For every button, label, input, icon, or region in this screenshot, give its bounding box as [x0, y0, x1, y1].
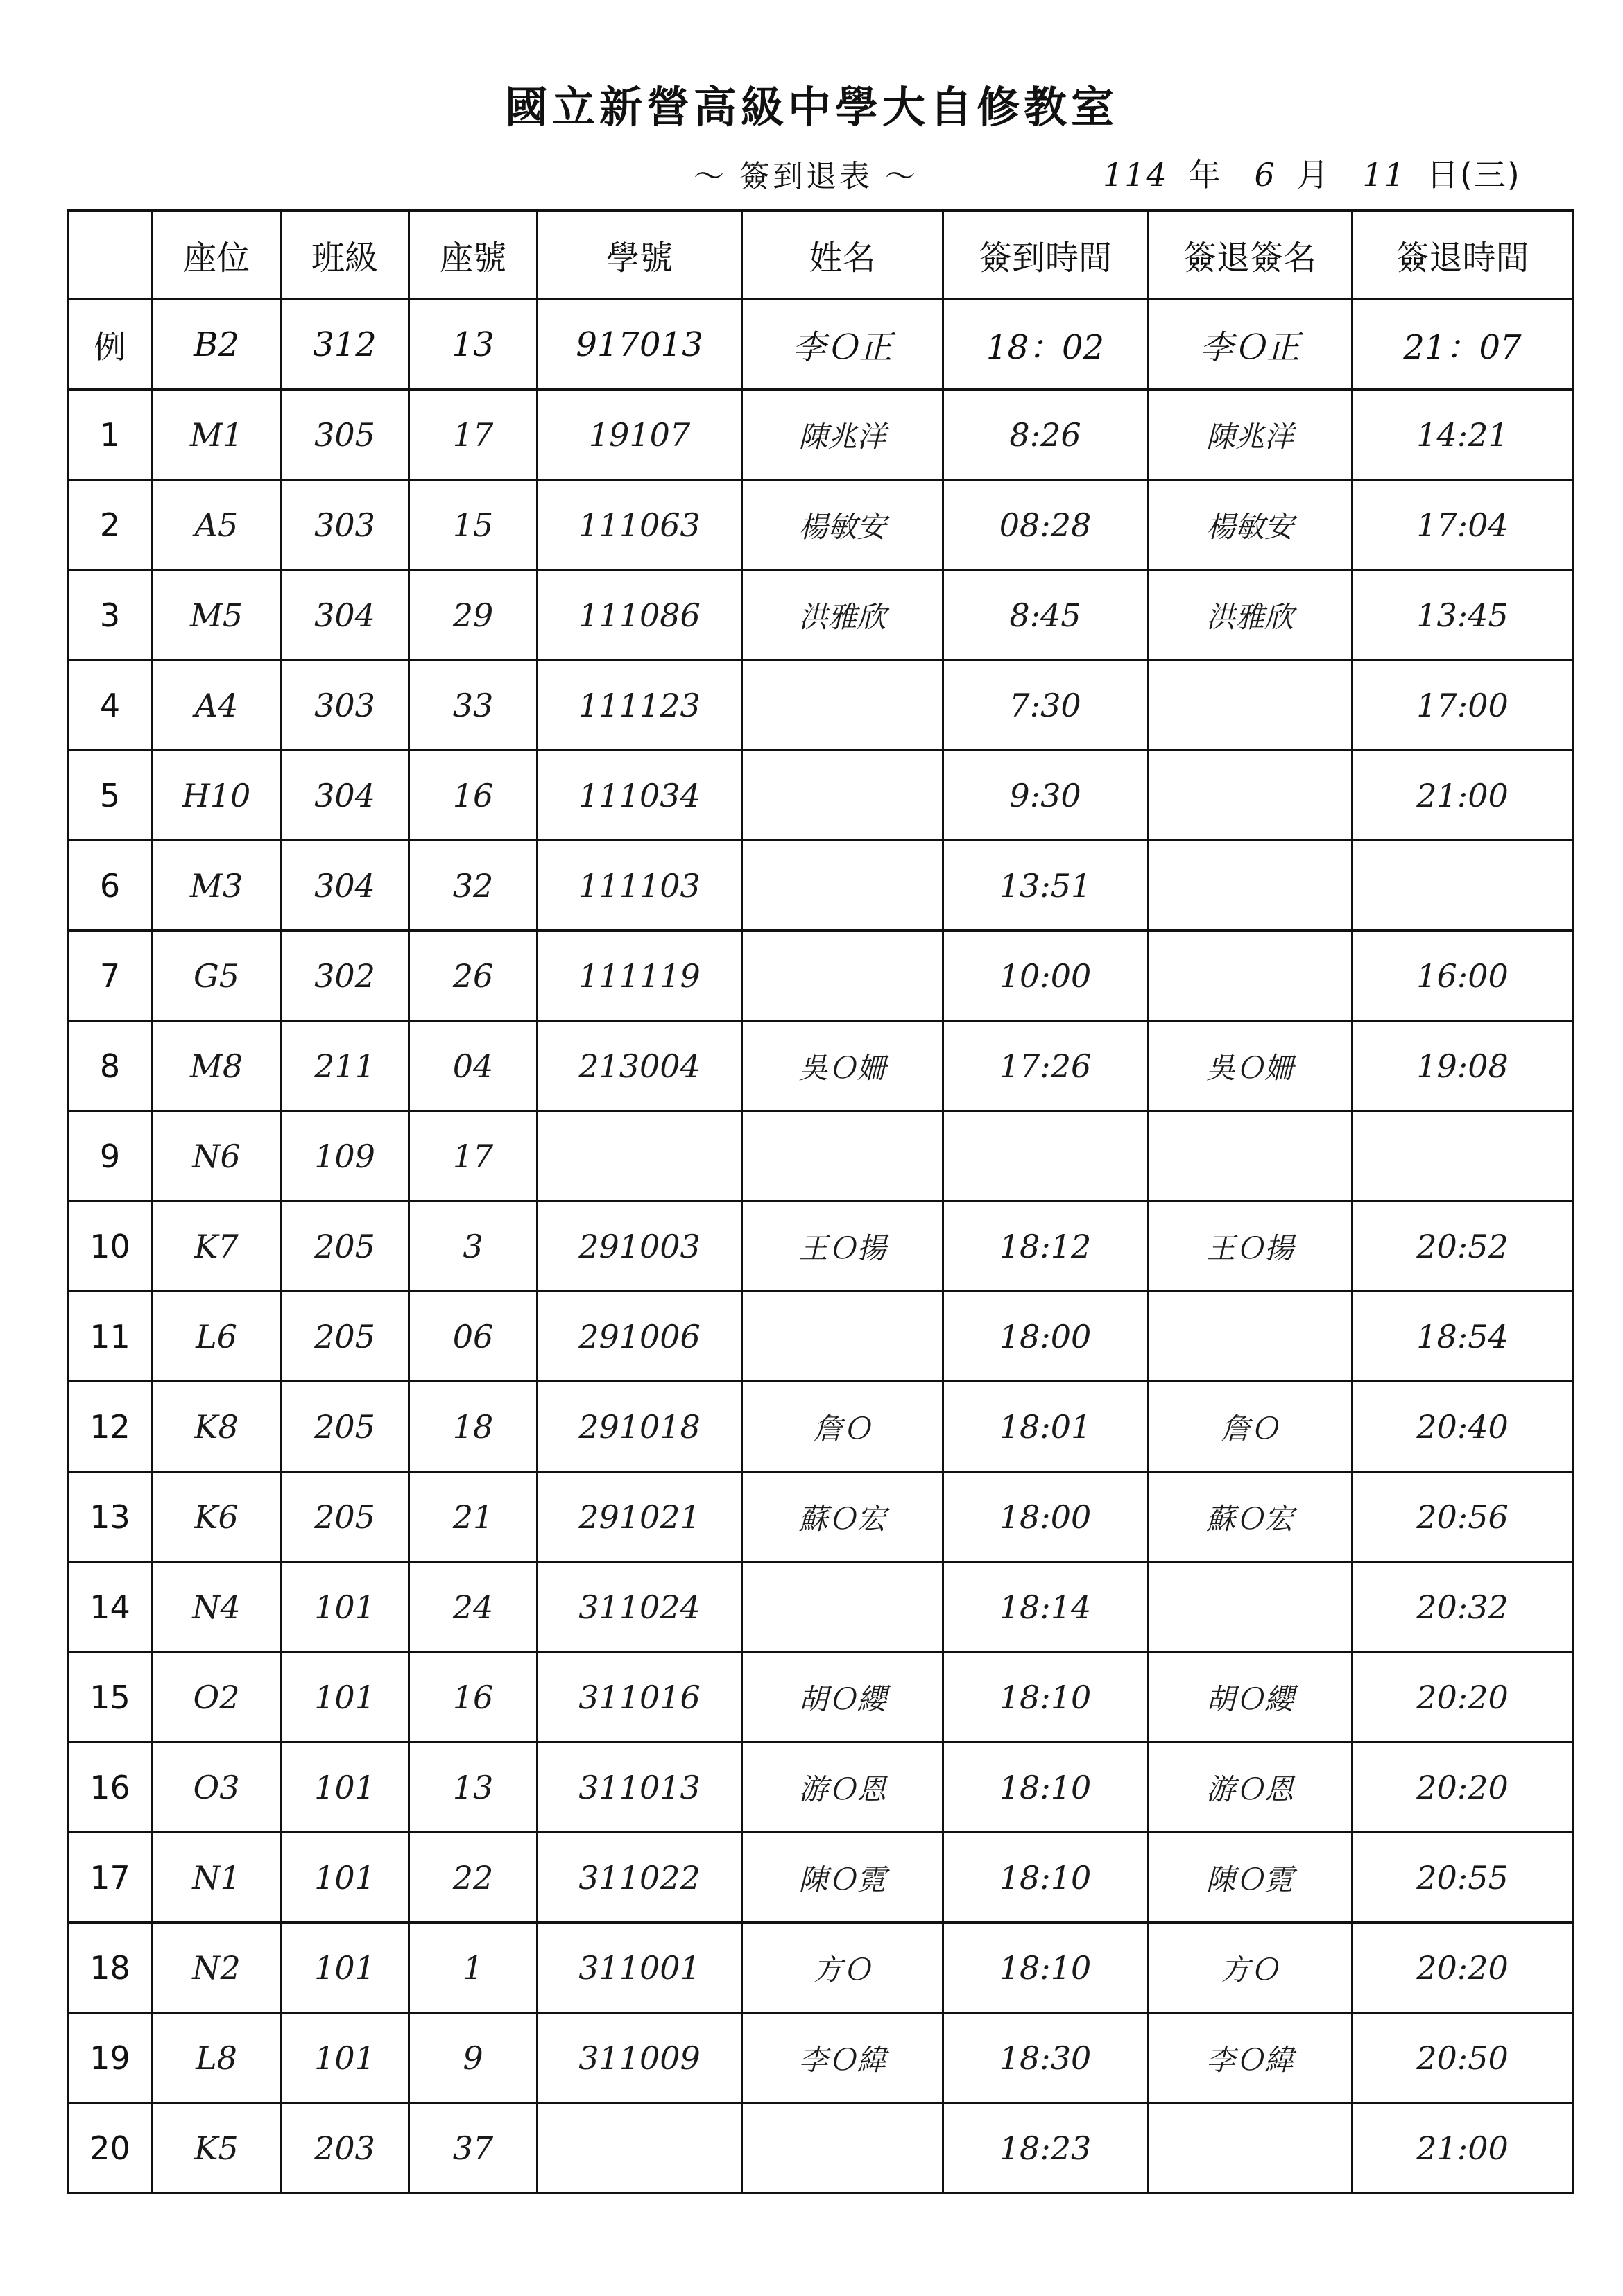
- class-cell: 305: [281, 390, 409, 480]
- row-number-cell: 2: [68, 480, 153, 570]
- row-number-cell: 18: [68, 1923, 153, 2013]
- seat-cell: G5: [153, 931, 281, 1021]
- sign-out-time-cell: 18:54: [1352, 1292, 1573, 1382]
- sign-out-signature-cell: 陳兆洋: [1148, 390, 1352, 480]
- name-cell: 李Ｏ緯: [742, 2013, 943, 2103]
- student-id-cell: 111034: [538, 751, 742, 841]
- sign-out-time-cell: 17:00: [1352, 660, 1573, 751]
- seat-cell: K7: [153, 1201, 281, 1292]
- sign-out-signature-cell: [1148, 931, 1352, 1021]
- sign-in-time-cell: 18:00: [943, 1472, 1148, 1562]
- date-year-unit: 年: [1188, 156, 1222, 194]
- date-day: 11: [1362, 156, 1406, 194]
- seat-cell: K8: [153, 1382, 281, 1472]
- class-cell: 101: [281, 1923, 409, 2013]
- example-row: [68, 300, 1573, 390]
- header-class: 班級: [281, 211, 409, 300]
- sign-out-time-cell: 20:32: [1352, 1562, 1573, 1652]
- table-row: [68, 1742, 1573, 1833]
- student-id-cell: 917013: [538, 300, 742, 390]
- name-cell: 詹Ｏ: [742, 1382, 943, 1472]
- row-number-cell: 11: [68, 1292, 153, 1382]
- table-row: [68, 931, 1573, 1021]
- sign-out-signature-cell: 洪雅欣: [1148, 570, 1352, 660]
- seat-no-cell: 04: [409, 1021, 538, 1111]
- seat-cell: A4: [153, 660, 281, 751]
- name-cell: 楊敏安: [742, 480, 943, 570]
- seat-no-cell: 3: [409, 1201, 538, 1292]
- class-cell: 303: [281, 480, 409, 570]
- date-day-unit: 日: [1426, 156, 1460, 194]
- student-id-cell: 111103: [538, 841, 742, 931]
- row-number-cell: 17: [68, 1833, 153, 1923]
- table-row: [68, 1923, 1573, 2013]
- class-cell: 101: [281, 1833, 409, 1923]
- student-id-cell: 311022: [538, 1833, 742, 1923]
- seat-cell: O3: [153, 1742, 281, 1833]
- class-cell: 304: [281, 751, 409, 841]
- student-id-cell: 111063: [538, 480, 742, 570]
- row-number-cell: 4: [68, 660, 153, 751]
- seat-cell: M5: [153, 570, 281, 660]
- table-row: [68, 2103, 1573, 2193]
- seat-no-cell: 18: [409, 1382, 538, 1472]
- sign-out-signature-cell: 王Ｏ揚: [1148, 1201, 1352, 1292]
- student-id-cell: [538, 2103, 742, 2193]
- sign-in-time-cell: [943, 1111, 1148, 1201]
- seat-cell: B2: [153, 300, 281, 390]
- student-id-cell: 19107: [538, 390, 742, 480]
- sign-in-time-cell: 8:45: [943, 570, 1148, 660]
- class-cell: 101: [281, 1562, 409, 1652]
- seat-cell: K6: [153, 1472, 281, 1562]
- sign-out-signature-cell: 陳Ｏ霓: [1148, 1833, 1352, 1923]
- name-cell: [742, 751, 943, 841]
- header-sign-in-time: 簽到時間: [943, 211, 1148, 300]
- class-cell: 203: [281, 2103, 409, 2193]
- seat-cell: H10: [153, 751, 281, 841]
- row-number-cell: 5: [68, 751, 153, 841]
- sign-out-time-cell: 20:20: [1352, 1923, 1573, 2013]
- class-cell: 101: [281, 1742, 409, 1833]
- seat-cell: L6: [153, 1292, 281, 1382]
- seat-no-cell: 13: [409, 300, 538, 390]
- sign-in-time-cell: 18:10: [943, 1923, 1148, 2013]
- seat-cell: N6: [153, 1111, 281, 1201]
- date-month: 6: [1254, 156, 1276, 194]
- student-id-cell: 111119: [538, 931, 742, 1021]
- name-cell: [742, 1292, 943, 1382]
- table-row: [68, 480, 1573, 570]
- sign-out-signature-cell: [1148, 2103, 1352, 2193]
- name-cell: [742, 660, 943, 751]
- row-number-cell: 12: [68, 1382, 153, 1472]
- sign-out-time-cell: 20:52: [1352, 1201, 1573, 1292]
- name-cell: 方Ｏ: [742, 1923, 943, 2013]
- student-id-cell: 311024: [538, 1562, 742, 1652]
- student-id-cell: 291021: [538, 1472, 742, 1562]
- class-cell: 205: [281, 1201, 409, 1292]
- row-number-cell: 6: [68, 841, 153, 931]
- row-number-cell: 10: [68, 1201, 153, 1292]
- table-row: [68, 1292, 1573, 1382]
- sign-out-time-cell: 13:45: [1352, 570, 1573, 660]
- table-row: [68, 2013, 1573, 2103]
- document-subtitle: ～ 簽到退表 ～: [694, 159, 918, 194]
- table-row: [68, 1382, 1573, 1472]
- sign-in-time-cell: 18:01: [943, 1382, 1148, 1472]
- table-row: [68, 660, 1573, 751]
- sign-in-time-cell: 8:26: [943, 390, 1148, 480]
- seat-no-cell: 1: [409, 1923, 538, 2013]
- sign-out-time-cell: 20:56: [1352, 1472, 1573, 1562]
- name-cell: 王Ｏ揚: [742, 1201, 943, 1292]
- sign-in-time-cell: 10:00: [943, 931, 1148, 1021]
- sign-in-time-cell: 7:30: [943, 660, 1148, 751]
- seat-no-cell: 06: [409, 1292, 538, 1382]
- class-cell: 205: [281, 1472, 409, 1562]
- sign-in-time-cell: 08:28: [943, 480, 1148, 570]
- header-seat: 座位: [153, 211, 281, 300]
- student-id-cell: 213004: [538, 1021, 742, 1111]
- seat-no-cell: 29: [409, 570, 538, 660]
- document-title: 國立新營高級中學大自修教室: [504, 82, 1118, 132]
- student-id-cell: 111123: [538, 660, 742, 751]
- sign-in-time-cell: 18:14: [943, 1562, 1148, 1652]
- sign-out-signature-cell: 楊敏安: [1148, 480, 1352, 570]
- table-row: [68, 1201, 1573, 1292]
- seat-no-cell: 17: [409, 390, 538, 480]
- sign-out-time-cell: 20:20: [1352, 1742, 1573, 1833]
- sign-out-signature-cell: 蘇Ｏ宏: [1148, 1472, 1352, 1562]
- student-id-cell: 311001: [538, 1923, 742, 2013]
- header-corner: [68, 211, 153, 300]
- class-cell: 205: [281, 1382, 409, 1472]
- seat-no-cell: 13: [409, 1742, 538, 1833]
- table-row: [68, 1111, 1573, 1201]
- name-cell: [742, 841, 943, 931]
- sign-out-signature-cell: [1148, 1562, 1352, 1652]
- table-row: [68, 1833, 1573, 1923]
- student-id-cell: 291003: [538, 1201, 742, 1292]
- seat-cell: M3: [153, 841, 281, 931]
- sign-out-signature-cell: [1148, 660, 1352, 751]
- sign-in-time-cell: 18:10: [943, 1742, 1148, 1833]
- sign-out-time-cell: 21：07: [1352, 300, 1573, 390]
- seat-no-cell: 9: [409, 2013, 538, 2103]
- date-weekday: (三): [1459, 156, 1521, 194]
- date-month-unit: 月: [1296, 156, 1330, 194]
- name-cell: 胡Ｏ纓: [742, 1652, 943, 1742]
- sign-out-signature-cell: [1148, 751, 1352, 841]
- seat-cell: N1: [153, 1833, 281, 1923]
- seat-no-cell: 37: [409, 2103, 538, 2193]
- seat-cell: K5: [153, 2103, 281, 2193]
- seat-no-cell: 22: [409, 1833, 538, 1923]
- class-cell: 101: [281, 1652, 409, 1742]
- sign-in-time-cell: 18:10: [943, 1652, 1148, 1742]
- header-seat-no: 座號: [409, 211, 538, 300]
- student-id-cell: 311016: [538, 1652, 742, 1742]
- seat-no-cell: 17: [409, 1111, 538, 1201]
- sign-in-time-cell: 18:00: [943, 1292, 1148, 1382]
- seat-cell: M1: [153, 390, 281, 480]
- sign-out-signature-cell: 方Ｏ: [1148, 1923, 1352, 2013]
- seat-no-cell: 26: [409, 931, 538, 1021]
- sign-in-time-cell: 13:51: [943, 841, 1148, 931]
- header-sign-out-time: 簽退時間: [1352, 211, 1573, 300]
- sign-in-time-cell: 9:30: [943, 751, 1148, 841]
- row-number-cell: 14: [68, 1562, 153, 1652]
- name-cell: 吳Ｏ姍: [742, 1021, 943, 1111]
- sign-out-time-cell: 20:20: [1352, 1652, 1573, 1742]
- seat-no-cell: 16: [409, 751, 538, 841]
- class-cell: 303: [281, 660, 409, 751]
- student-id-cell: 111086: [538, 570, 742, 660]
- seat-cell: N4: [153, 1562, 281, 1652]
- row-number-cell: 20: [68, 2103, 153, 2193]
- row-number-cell: 3: [68, 570, 153, 660]
- seat-cell: A5: [153, 480, 281, 570]
- sign-in-time-cell: 17:26: [943, 1021, 1148, 1111]
- seat-no-cell: 16: [409, 1652, 538, 1742]
- sign-out-signature-cell: [1148, 841, 1352, 931]
- name-cell: 游Ｏ恩: [742, 1742, 943, 1833]
- name-cell: 蘇Ｏ宏: [742, 1472, 943, 1562]
- name-cell: 洪雅欣: [742, 570, 943, 660]
- sign-out-time-cell: 20:40: [1352, 1382, 1573, 1472]
- sign-in-time-cell: 18:23: [943, 2103, 1148, 2193]
- seat-no-cell: 15: [409, 480, 538, 570]
- sign-out-time-cell: 14:21: [1352, 390, 1573, 480]
- table-row: [68, 1472, 1573, 1562]
- seat-cell: L8: [153, 2013, 281, 2103]
- sign-out-time-cell: 19:08: [1352, 1021, 1573, 1111]
- header-sign-out-signature: 簽退簽名: [1148, 211, 1352, 300]
- student-id-cell: 291006: [538, 1292, 742, 1382]
- sign-out-signature-cell: 李Ｏ緯: [1148, 2013, 1352, 2103]
- table-row: [68, 1652, 1573, 1742]
- name-cell: [742, 2103, 943, 2193]
- sign-out-signature-cell: 李Ｏ正: [1148, 300, 1352, 390]
- class-cell: 205: [281, 1292, 409, 1382]
- seat-cell: N2: [153, 1923, 281, 2013]
- row-number-cell: 1: [68, 390, 153, 480]
- class-cell: 302: [281, 931, 409, 1021]
- sign-out-signature-cell: 胡Ｏ纓: [1148, 1652, 1352, 1742]
- sheet-date: [1082, 150, 1521, 196]
- class-cell: 109: [281, 1111, 409, 1201]
- class-cell: 211: [281, 1021, 409, 1111]
- header-name: 姓名: [742, 211, 943, 300]
- seat-cell: O2: [153, 1652, 281, 1742]
- header-student-id: 學號: [538, 211, 742, 300]
- row-number-cell: 9: [68, 1111, 153, 1201]
- sign-out-signature-cell: [1148, 1111, 1352, 1201]
- sign-out-time-cell: 21:00: [1352, 751, 1573, 841]
- sign-in-time-cell: 18:12: [943, 1201, 1148, 1292]
- student-id-cell: 291018: [538, 1382, 742, 1472]
- table-row: [68, 390, 1573, 480]
- table-row: [68, 841, 1573, 931]
- seat-cell: M8: [153, 1021, 281, 1111]
- sign-out-time-cell: [1352, 841, 1573, 931]
- table-row: [68, 570, 1573, 660]
- sign-out-signature-cell: 吳Ｏ姍: [1148, 1021, 1352, 1111]
- table-body: [68, 300, 1573, 2193]
- name-cell: 陳兆洋: [742, 390, 943, 480]
- row-number-cell: 13: [68, 1472, 153, 1562]
- sign-in-time-cell: 18:30: [943, 2013, 1148, 2103]
- table-row: [68, 751, 1573, 841]
- sign-out-time-cell: 20:50: [1352, 2013, 1573, 2103]
- table-row: [68, 1021, 1573, 1111]
- sign-out-signature-cell: 詹Ｏ: [1148, 1382, 1352, 1472]
- sign-in-time-cell: 18:10: [943, 1833, 1148, 1923]
- sign-in-out-table: [67, 209, 1574, 2194]
- seat-no-cell: 32: [409, 841, 538, 931]
- name-cell: [742, 931, 943, 1021]
- seat-no-cell: 24: [409, 1562, 538, 1652]
- row-number-cell: 16: [68, 1742, 153, 1833]
- seat-no-cell: 21: [409, 1472, 538, 1562]
- sign-out-time-cell: 17:04: [1352, 480, 1573, 570]
- sign-in-time-cell: 18：02: [943, 300, 1148, 390]
- class-cell: 304: [281, 841, 409, 931]
- sign-out-signature-cell: 游Ｏ恩: [1148, 1742, 1352, 1833]
- sign-out-time-cell: 21:00: [1352, 2103, 1573, 2193]
- table-row: [68, 1562, 1573, 1652]
- name-cell: [742, 1111, 943, 1201]
- row-number-cell: 15: [68, 1652, 153, 1742]
- table-header: [68, 211, 1573, 300]
- row-number-cell: 例: [68, 300, 153, 390]
- class-cell: 312: [281, 300, 409, 390]
- sign-out-time-cell: [1352, 1111, 1573, 1201]
- sign-out-time-cell: 20:55: [1352, 1833, 1573, 1923]
- row-number-cell: 19: [68, 2013, 153, 2103]
- class-cell: 304: [281, 570, 409, 660]
- student-id-cell: 311009: [538, 2013, 742, 2103]
- row-number-cell: 8: [68, 1021, 153, 1111]
- student-id-cell: 311013: [538, 1742, 742, 1833]
- name-cell: 陳Ｏ霓: [742, 1833, 943, 1923]
- class-cell: 101: [281, 2013, 409, 2103]
- name-cell: 李Ｏ正: [742, 300, 943, 390]
- sign-out-signature-cell: [1148, 1292, 1352, 1382]
- seat-no-cell: 33: [409, 660, 538, 751]
- student-id-cell: [538, 1111, 742, 1201]
- row-number-cell: 7: [68, 931, 153, 1021]
- sign-out-time-cell: 16:00: [1352, 931, 1573, 1021]
- date-year: 114: [1103, 156, 1168, 194]
- name-cell: [742, 1562, 943, 1652]
